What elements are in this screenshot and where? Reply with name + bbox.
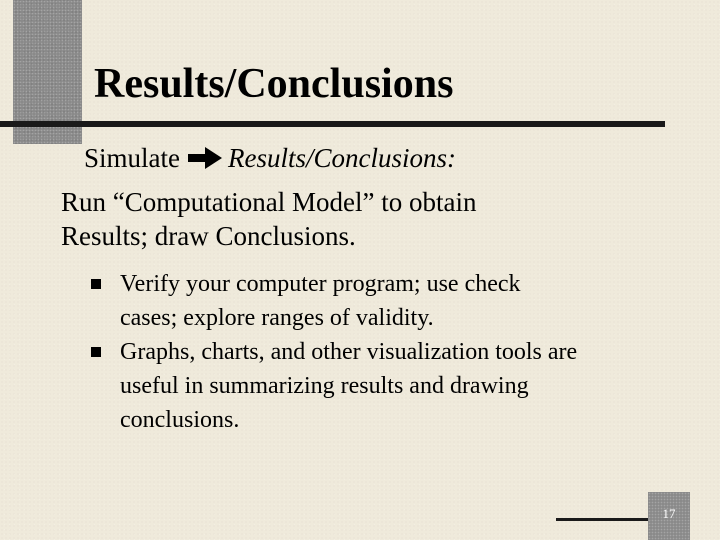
- bullet-line: cases; explore ranges of validity.: [120, 305, 434, 331]
- slide-number-rule: [556, 518, 648, 521]
- bullet-line: useful in summarizing results and drawing: [120, 373, 529, 399]
- bullet-line: Verify your computer program; use check: [120, 271, 521, 297]
- subtitle-conclusions: Results/Conclusions:: [228, 143, 456, 173]
- bullet-square-icon: [91, 347, 101, 357]
- lead-line: Results; draw Conclusions.: [61, 221, 356, 251]
- lead-line: Run “Computational Model” to obtain: [61, 187, 477, 217]
- bullet-line: conclusions.: [120, 407, 240, 433]
- title-rule: [0, 121, 665, 127]
- slide-title: Results/Conclusions: [94, 61, 454, 107]
- bullet-square-icon: [91, 279, 101, 289]
- slide-number: 17: [662, 506, 676, 521]
- bullet-item-verify: [90, 267, 670, 335]
- lead-text: [61, 185, 661, 253]
- bullet-item-graphs: [90, 335, 670, 437]
- bullet-line: Graphs, charts, and other visualization tools are: [120, 339, 578, 365]
- subtitle-simulate: Simulate: [84, 143, 180, 173]
- right-arrow-icon: [188, 147, 222, 169]
- slide-subtitle: [84, 141, 456, 175]
- bullet-list: [90, 267, 670, 437]
